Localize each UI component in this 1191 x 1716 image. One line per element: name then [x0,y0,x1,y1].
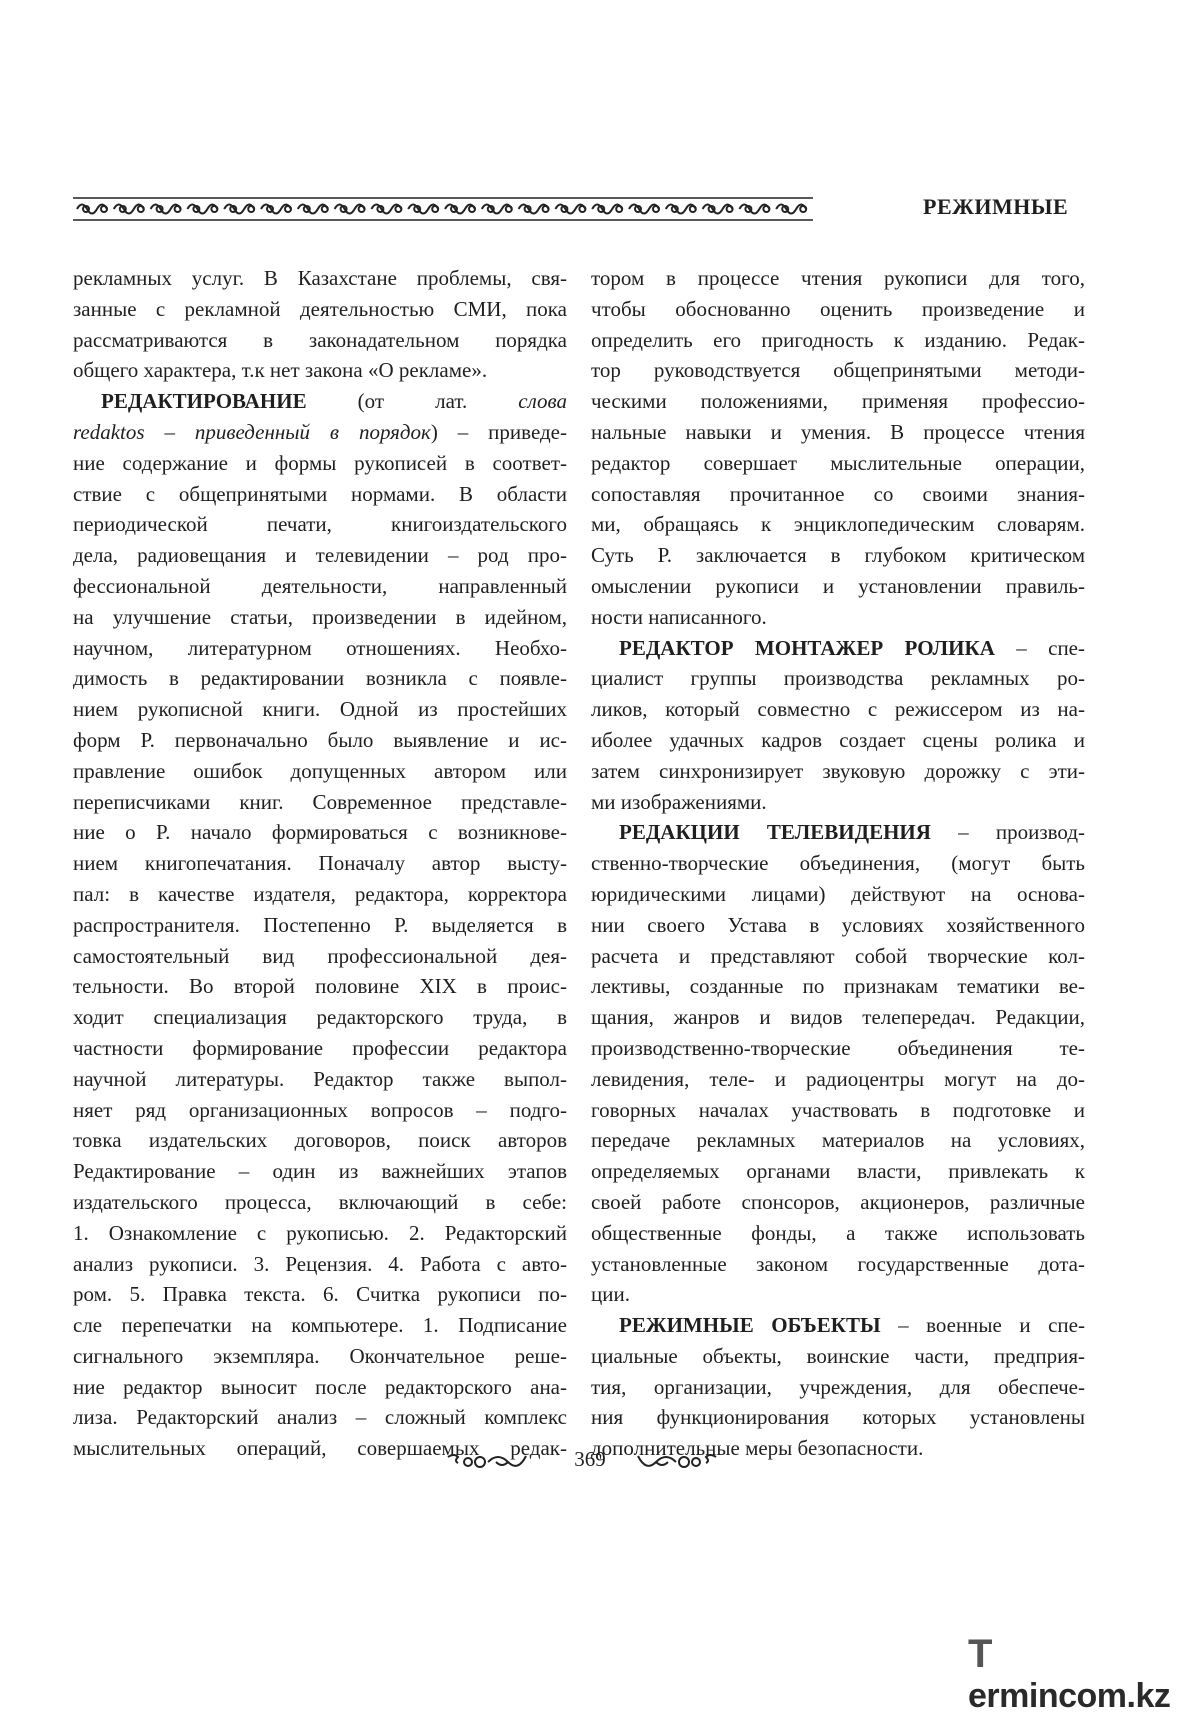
entry-term: РЕДАКЦИИ ТЕЛЕВИДЕНИЯ [619,820,931,845]
text-line: Суть Р. заключается в глубоком критическом [591,543,1085,568]
text-line: правление ошибок допущенных автором или [73,758,567,783]
text-line: ственно-творческие объединения, (могут быть [591,851,1085,876]
entry-italic: redaktos – приведенный в порядок [73,419,431,444]
text-line: ние редактор выносит после редакторского ана- [73,1374,567,1399]
running-header-word: РЕЖИМНЫЕ [923,194,1069,219]
text-line: тельности. Во второй половине XIX в проис- [73,974,567,999]
text-line: нальные навыки и умения. В процессе чтения [591,419,1085,444]
site-watermark-logo [968,1632,1184,1715]
text-line: ние о Р. начало формироваться с возникнове- [73,820,567,845]
text-line: Редактирование – один из важнейших этапов [73,1159,567,1184]
text-line: определить его пригодность к изданию. Редак- [591,327,1085,352]
entry-first-line [591,1310,1085,1341]
text-line: фессиональной деятельности, направленный [73,573,567,598]
footer-right-scroll-icon [636,1451,718,1473]
text-line [73,386,567,417]
left-text-column [73,263,567,1464]
page-number: 369 [574,1447,606,1471]
text-line: тор руководствуется общепринятыми методи- [591,358,1085,383]
text-line: ликов, который совместно с режиссером из на- [591,697,1085,722]
text-line: ром. 5. Правка текста. 6. Считка рукописи по- [73,1282,567,1307]
text-line: сопоставляя прочитанное со своими знания- [591,481,1085,506]
text-line: научном, литературном отношениях. Необхо- [73,635,567,660]
entry-first-line [591,817,1085,848]
text-line [73,417,567,448]
text-line: издательского процесса, включающий в себе: [73,1189,567,1214]
text-line: рассматриваются в законадательном порядка [73,327,567,352]
header-ornament-band-icon [73,196,813,222]
page-footer [0,1447,1191,1477]
text-line: 1. Ознакомление с рукописью. 2. Редакторский [73,1220,567,1245]
text-line: мыслительных операций, совершаемых редак- [73,1436,567,1461]
text-line: самостоятельный вид профессиональной дея- [73,943,567,968]
text-line: ния функционирования которых установлены [591,1405,1085,1430]
text-line: затем синхронизирует звуковую дорожку с эти- [591,758,1085,783]
watermark-t-letter: T [968,1632,992,1676]
text-line: нием книгопечатания. Поначалу автор высту- [73,851,567,876]
text-line: иболее удачных кадров создает сцены ролика и [591,727,1085,752]
text-line: лиза. Редакторский анализ – сложный комплекс [73,1405,567,1430]
text-line: ми, обращаясь к энциклопедическим словарям. [591,512,1085,537]
text-line: частности формирование профессии редактора [73,1035,567,1060]
entry-first-line [591,633,1085,664]
text-line: щания, жанров и видов телепередач. Редакции, [591,1005,1085,1030]
entry-text: – спе- [994,635,1085,660]
text-line: определяемых органами власти, привлекать к [591,1159,1085,1184]
text-line: тором в процессе чтения рукописи для того, [591,266,1085,290]
text-line: редактор совершает мыслительные операции, [591,450,1085,475]
text-line: занные с рекламной деятельностью СМИ, пока [73,296,567,321]
entry-term: РЕДАКТИРОВАНИЕ [101,389,307,414]
footer-left-scroll-icon [446,1451,528,1473]
text-line: омыслении рукописи и установлении правиль- [591,573,1085,598]
text-line: производственно-творческие объединения те- [591,1035,1085,1060]
text-line: рекламных услуг. В Казахстане проблемы, свя- [73,266,567,290]
text-line: пал: в качестве издателя, редактора, корректора [73,881,567,906]
text-line: сигнального экземпляра. Окончательное реше- [73,1343,567,1368]
text-line: ние содержание и формы рукописей в соответ- [73,450,567,475]
text-line: общественные фонды, а также использовать [591,1220,1085,1245]
text-line: на улучшение статьи, произведении в идейном, [73,604,567,629]
text-line: левидения, теле- и радиоцентры могут на до- [591,1066,1085,1091]
entry-text: – военные и спе- [880,1313,1085,1338]
text-line: нием рукописной книги. Одной из простейших [73,697,567,722]
watermark-text: ermincom.kz [968,1677,1171,1715]
text-line: нии своего Устава в условиях хозяйственного [591,912,1085,937]
text-line: циальные объекты, воинские части, предприя- [591,1343,1085,1368]
entry-text: – производ- [930,820,1086,845]
text-line: юридическими лицами) действуют на основа- [591,881,1085,906]
text-line: переписчиками книг. Современное представле- [73,789,567,814]
text-line: говорных началах участвовать в подготовке и [591,1097,1085,1122]
text-line: анализ рукописи. 3. Рецензия. 4. Работа с авто- [73,1251,567,1276]
text-line: дополнительные меры безопасности. [591,1436,924,1461]
entry-term: РЕДАКТОР МОНТАЖЕР РОЛИКА [619,635,995,660]
text-line: дела, радиовещания и телевидении – род про- [73,543,567,568]
entry-text: ) – приведе- [430,419,567,444]
text-line: тия, организации, учреждения, для обеспече- [591,1374,1085,1399]
text-line: чтобы обоснованно оценить произведение и [591,296,1085,321]
text-line: научной литературы. Редактор также выпол- [73,1066,567,1091]
text-line: распространителя. Постепенно Р. выделяется в [73,912,567,937]
text-line: товка издательских договоров, поиск авторов [73,1128,567,1153]
right-text-column [591,263,1085,1464]
text-line: ческими положениями, применяя профессио- [591,389,1085,414]
text-line: лективы, созданные по признакам тематики ве- [591,974,1085,999]
text-line: ности написанного. [591,604,767,629]
text-line: димость в редактировании возникла с появле- [73,666,567,691]
entry-term: РЕЖИМНЫЕ ОБЪЕКТЫ [619,1313,881,1338]
text-line: форм Р. первоначально было выявление и ис- [73,727,567,752]
text-line: циалист группы производства рекламных ро- [591,666,1085,691]
text-line: передаче рекламных материалов на условиях, [591,1128,1085,1153]
entry-italic: слова [518,389,567,414]
text-line: ции. [591,1282,630,1307]
text-line: общего характера, т.к нет закона «О рекламе». [73,358,488,383]
text-line: своей работе спонсоров, акционеров, различные [591,1189,1085,1214]
text-line: расчета и представляют собой творческие кол- [591,943,1085,968]
entry-text: (от лат. [306,389,519,414]
text-line: установленные законом государственные дота- [591,1251,1085,1276]
text-line: периодической печати, книгоиздательского [73,512,567,537]
text-line: няет ряд организационных вопросов – подго- [73,1097,567,1122]
text-line: сле перепечатки на компьютере. 1. Подписание [73,1313,567,1338]
text-line: ходит специализация редакторского труда, в [73,1005,567,1030]
text-line: ми изображениями. [591,789,767,814]
text-line: ствие с общепринятыми нормами. В области [73,481,567,506]
